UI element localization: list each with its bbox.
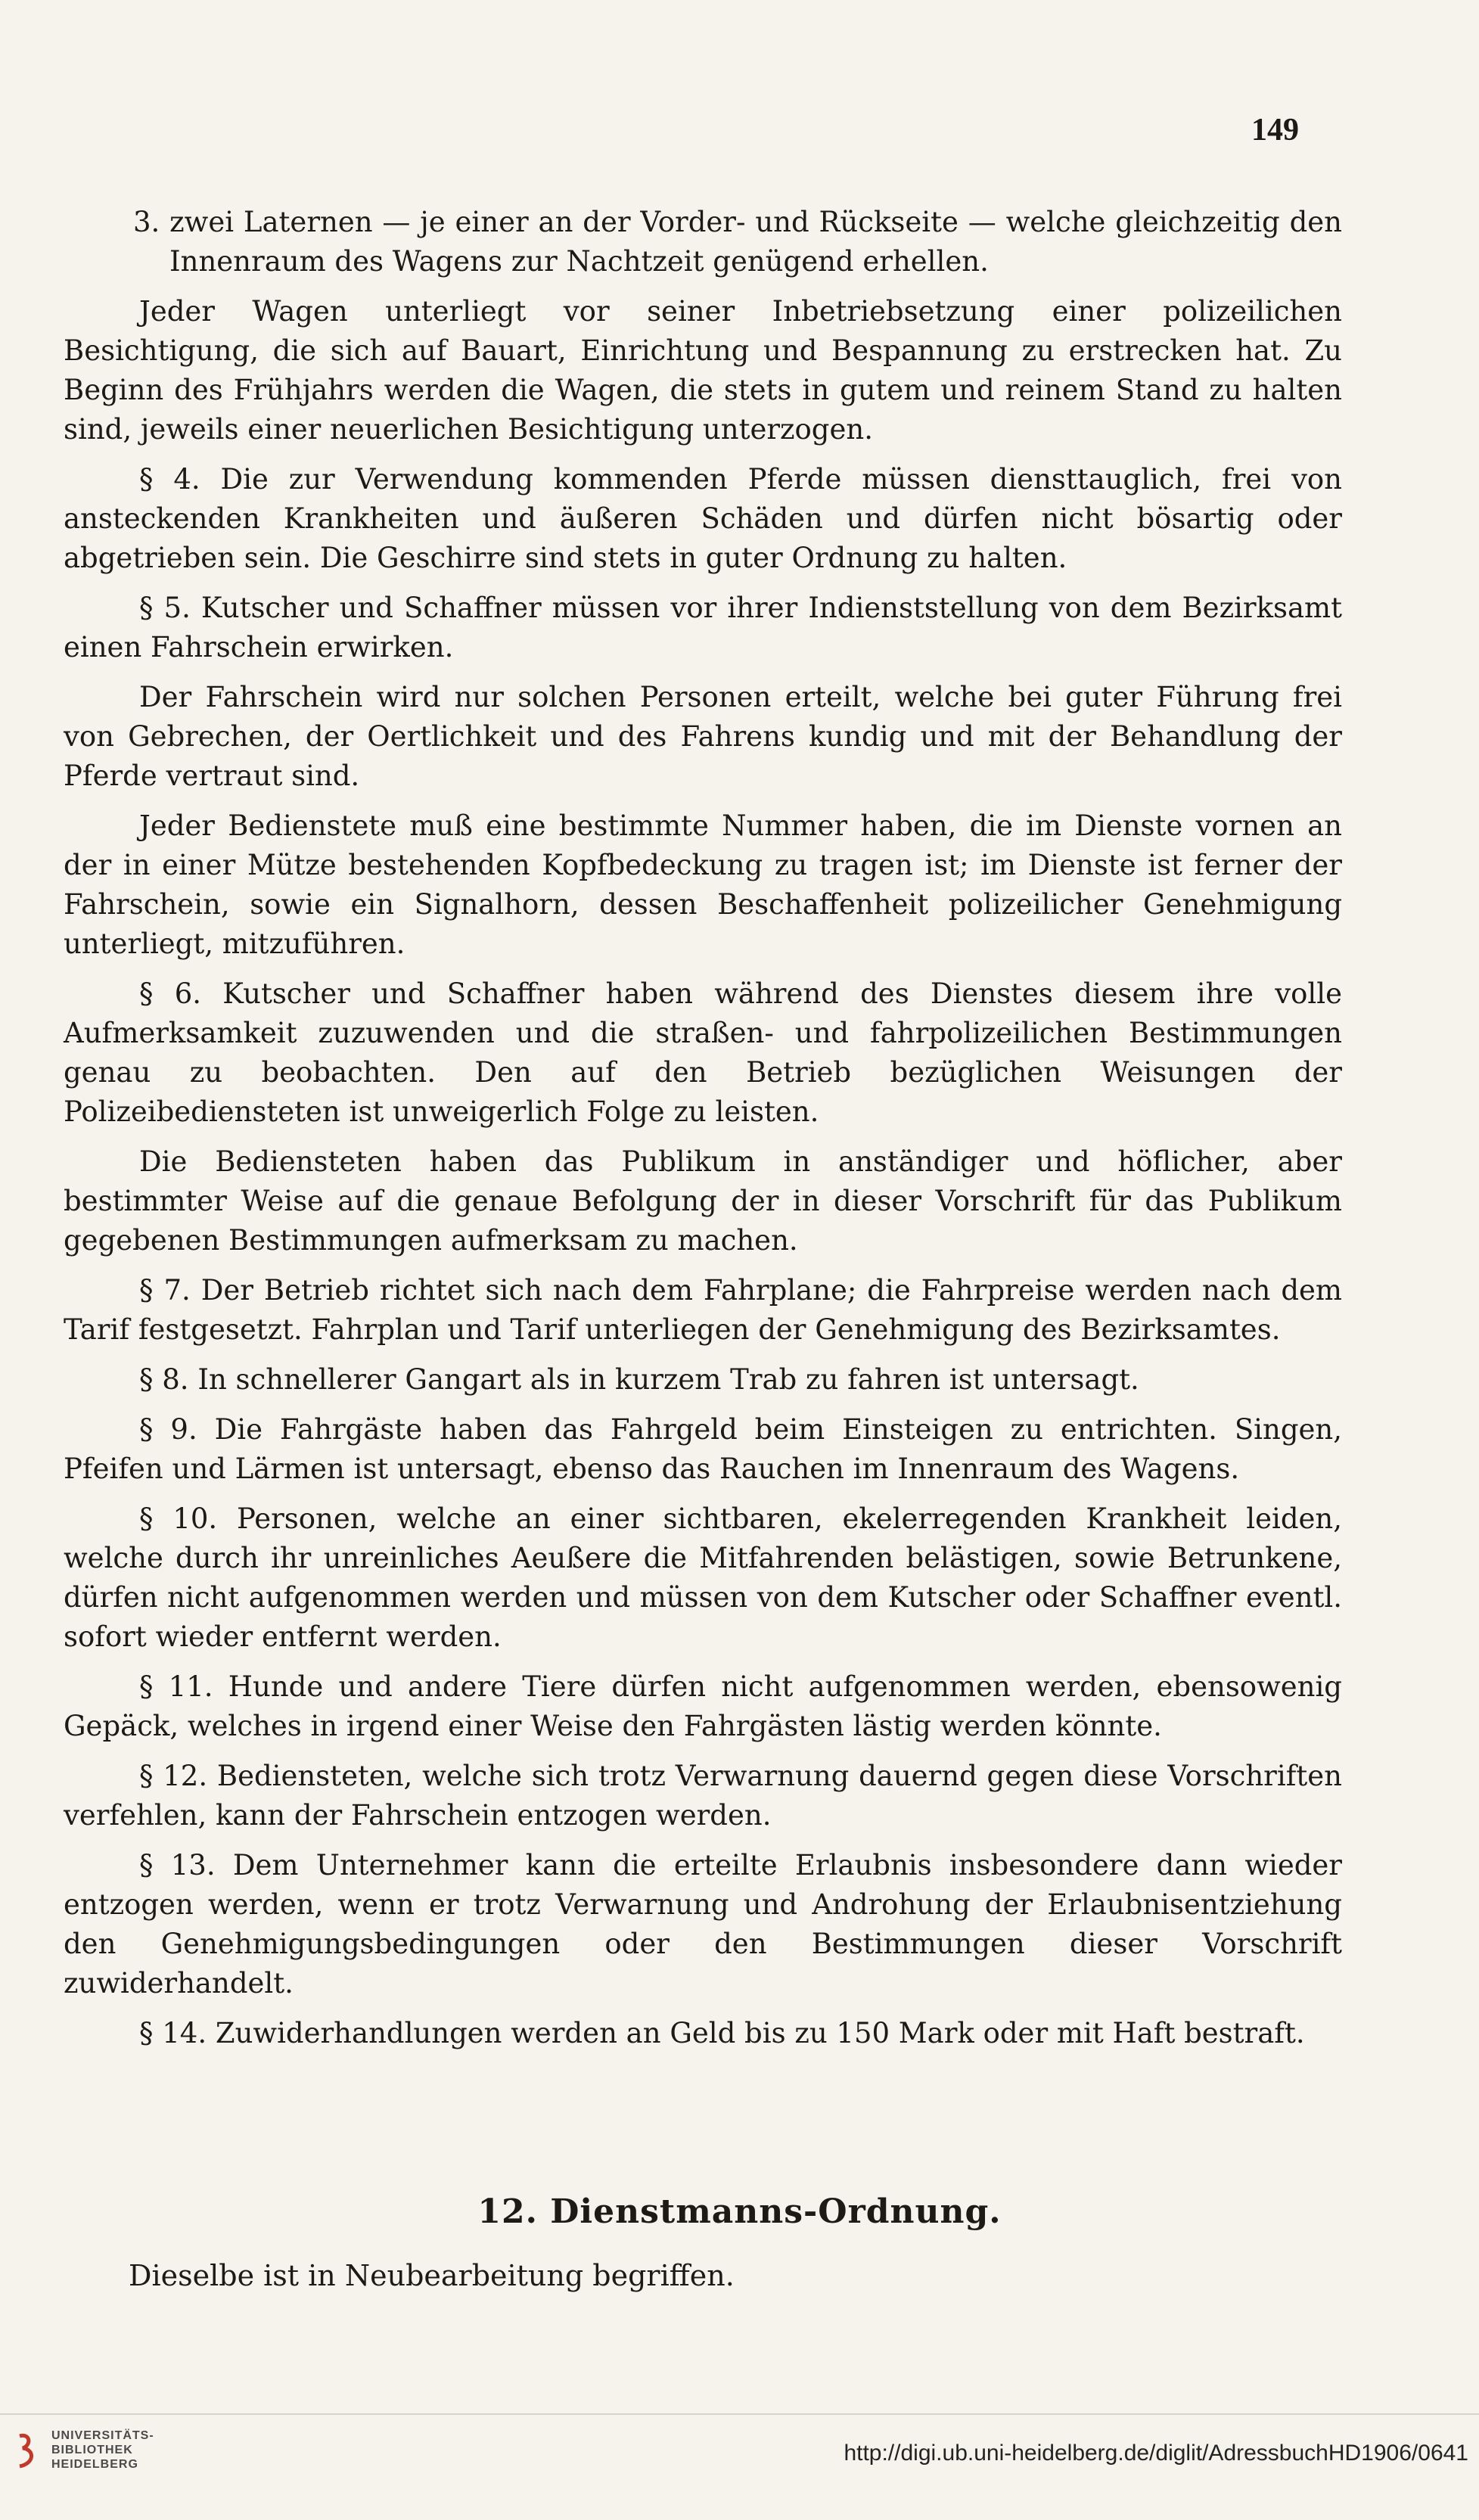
paragraph: 3. zwei Laternen — je einer an der Vorder- und Rückseite — welche gleichzeitig den Innenraum des Wagens zur Nachtzeit genügend erhellen. [133, 206, 1342, 278]
document-body [64, 203, 1342, 2064]
paragraph: § 14. Zuwiderhandlungen werden an Geld bis zu 150 Mark oder mit Haft bestraft. [139, 2017, 1305, 2049]
library-name [51, 2428, 154, 2472]
paragraph: § 11. Hunde und andere Tiere dürfen nicht aufgenommen werden, ebensowenig Gepäck, welches in irgend einer Weise den Fahrgästen lästig werden könnte. [64, 1670, 1342, 1742]
library-name-line-2: BIBLIOTHEK [51, 2444, 133, 2456]
paragraph: § 10. Personen, welche an einer sichtbaren, ekelerregenden Krankheit leiden, welche durch ihr unreinliches Aeußere die Mitfahrenden belästigen, sowie Betrunkene, dürfen nicht aufgenommen werden und müssen von dem Kutscher oder Schaffner eventl. sofort wieder entfernt werden. [64, 1502, 1342, 1653]
paragraph: Jeder Bedienstete muß eine bestimmte Nummer haben, die im Dienste vornen an der in einer Mütze bestehenden Kopfbedeckung zu tragen ist; im Dienste ist ferner der Fahrschein, sowie ein Signalhorn, dessen Beschaffenheit polizeilicher Genehmigung unterliegt, mitzuführen. [64, 809, 1342, 960]
paragraph: § 12. Bediensteten, welche sich trotz Verwarnung dauernd gegen diese Vorschriften verfehlen, kann der Fahrschein entzogen werden. [64, 1760, 1342, 1832]
paragraph: Die Bediensteten haben das Publikum in anständiger und höflicher, aber bestimmter Weise auf die genaue Befolgung der in dieser Vorschrift für das Publikum gegebenen Bestimmungen aufmerksam zu machen. [64, 1145, 1342, 1257]
closing-text: Dieselbe ist in Neubearbeitung begriffen. [129, 2259, 735, 2292]
library-logo-icon [15, 2430, 41, 2471]
paragraph: § 5. Kutscher und Schaffner müssen vor ihrer Indienststellung von dem Bezirksamt einen Fahrschein erwirken. [64, 592, 1342, 663]
paragraph: § 4. Die zur Verwendung kommenden Pferde müssen diensttauglich, frei von ansteckenden Krankheiten und äußeren Schäden und dürfen nicht bösartig oder abgetrieben sein. Die Geschirre sind stets in guter Ordnung zu halten. [64, 463, 1342, 574]
paragraph: Der Fahrschein wird nur solchen Personen erteilt, welche bei guter Führung frei von Gebrechen, der Oertlichkeit und des Fahrens kundig und mit der Behandlung der Pferde vertraut sind. [64, 681, 1342, 792]
paragraph: § 7. Der Betrieb richtet sich nach dem Fahrplane; die Fahrpreise werden nach dem Tarif festgesetzt. Fahrplan und Tarif unterliegen der Genehmigung des Bezirksamtes. [64, 1274, 1342, 1346]
paragraph: § 9. Die Fahrgäste haben das Fahrgeld beim Einsteigen zu entrichten. Singen, Pfeifen und Lärmen ist untersagt, ebenso das Rauchen im Innenraum des Wagens. [64, 1413, 1342, 1485]
footer-divider [0, 2413, 1479, 2415]
library-name-line-1: UNIVERSITÄTS- [51, 2429, 154, 2442]
paragraph: § 13. Dem Unternehmer kann die erteilte Erlaubnis insbesondere dann wieder entzogen werden, wenn er trotz Verwarnung und Androhung der Erlaubnisentziehung den Genehmigungsbedingungen oder den Bestimmungen dieser Vorschrift zuwiderhandelt. [64, 1849, 1342, 2000]
paragraph: Jeder Wagen unterliegt vor seiner Inbetriebsetzung einer polizeilichen Besichtigung, die sich auf Bauart, Einrichtung und Bespannung zu erstrecken hat. Zu Beginn des Frühjahrs werden die Wagen, die stets in gutem und reinem Stand zu halten sind, jeweils einer neuerlichen Besichtigung unterzogen. [64, 295, 1342, 446]
library-name-line-3: HEIDELBERG [51, 2458, 138, 2471]
paragraph: § 8. In schnellerer Gangart als in kurzem Trab zu fahren ist untersagt. [139, 1363, 1139, 1396]
source-url-link[interactable]: http://digi.ub.uni-heidelberg.de/diglit/AdressbuchHD1906/0641 [844, 2441, 1468, 2466]
section-heading: 12. Dienstmanns-Ordnung. [477, 2192, 1002, 2231]
page-number: 149 [1251, 113, 1299, 148]
paragraph: § 6. Kutscher und Schaffner haben während des Dienstes diesem ihre volle Aufmerksamkeit zuzuwenden und die straßen- und fahrpolizeilichen Bestimmungen genau zu beobachten. Den auf den Betrieb bezüglichen Weisungen der Polizeibediensteten ist unweigerlich Folge zu leisten. [64, 977, 1342, 1128]
library-logo [15, 2428, 154, 2472]
